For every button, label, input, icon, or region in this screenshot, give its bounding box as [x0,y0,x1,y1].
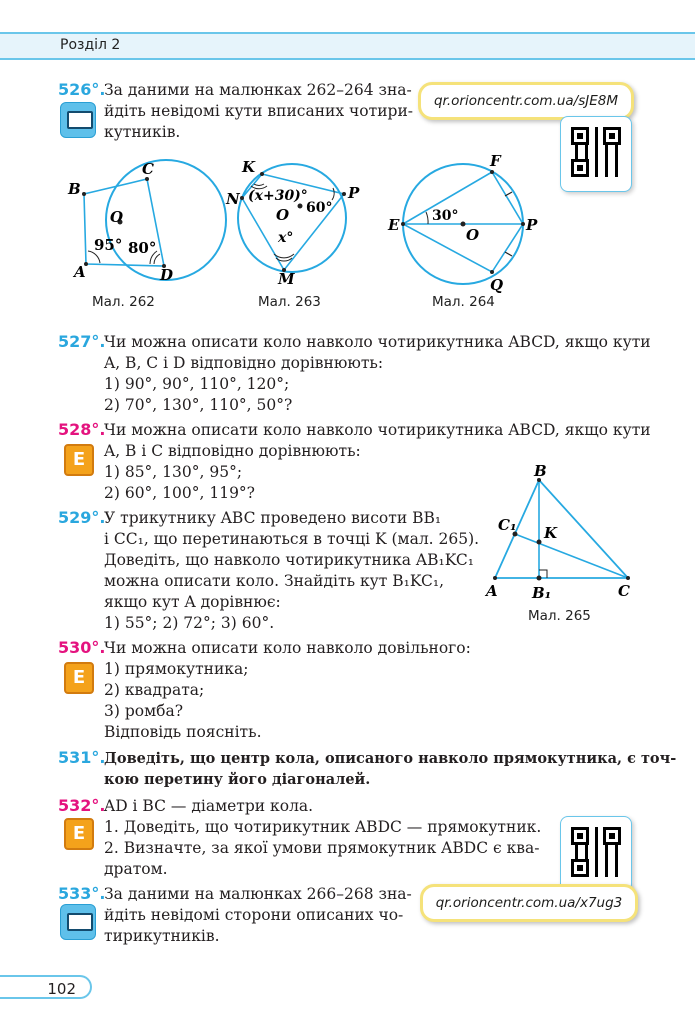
label-o: O [110,208,124,226]
figure-265 [480,462,640,602]
problem-531-number: 531°. [58,748,106,767]
figure-264 [387,152,538,294]
problem-532-number: 532°. [58,796,106,815]
angle-k: (x+30)° [248,188,308,204]
caption-265: Мал. 265 [528,608,591,624]
caption-262: Мал. 262 [92,294,155,310]
label-o: O [466,226,480,244]
label-q: Q [490,276,504,294]
problem-528-text: Чи можна описати коло навколо чотирикутника ABCD, якщо кути A, B і C відповідно дорівнюють: 1) 85°, 130°, 95°; 2) 60°, 100°, 119°? [104,421,651,502]
problem-533-number: 533°. [58,884,106,903]
qr-link-533[interactable]: qr.orioncentr.com.ua/x7ug3 [420,884,638,922]
problem-529-number: 529°. [58,508,106,527]
angle-80: 80° [128,239,157,257]
label-p: P [348,184,360,202]
label-o: O [276,206,290,224]
label-c1: C₁ [498,516,517,534]
problem-529-text: У трикутнику ABC проведено висоти BB₁ і CC₁, що перетинаються в точці K (мал. 265). Доведіть, що навколо чотирикутника AB₁KC₁ можна описати коло. Знайдіть кут B₁KC₁, якщо кут A дорівнює: 1) 55°; 2) 72°; 3) 60°. [104,509,480,632]
qr-link-526[interactable]: qr.orioncentr.com.ua/sJE8M [418,82,634,120]
section-header [0,32,695,60]
section-title: Розділ 2 [60,37,121,53]
problem-526-text: За даними на малюнках 262–264 зна- йдіть невідомі кути вписаних чотири- кутників. [104,81,414,141]
label-k: K [544,524,558,542]
label-e: E [388,216,400,234]
label-b1: B₁ [532,584,552,602]
computer-icon[interactable] [60,904,96,940]
angle-e: 30° [432,208,459,224]
qr-code-533[interactable] [560,816,632,892]
label-b: B [68,180,81,198]
e-icon[interactable]: E [64,818,94,850]
e-icon[interactable]: E [64,662,94,694]
problem-531-text: Доведіть, що центр кола, описаного навколо прямокутника, є точ- кою перетину його діагоналей. [104,750,677,788]
problem-527-text: Чи можна описати коло навколо чотирикутника ABCD, якщо кути A, B, C і D відповідно дорівнюють: 1) 90°, 90°, 110°, 120°; 2) 70°, 130°, 110°, 50°? [104,333,651,414]
label-a: A [74,263,86,281]
label-c: C [618,582,630,600]
problem-528-number: 528°. [58,420,106,439]
label-p: P [526,216,538,234]
problem-527-number: 527°. [58,332,106,351]
problem-530-text: Чи можна описати коло навколо довільного: 1) прямокутника; 2) квадрата; 3) ромба? Відповідь поясніть. [104,639,471,741]
problem-530-number: 530°. [58,638,106,657]
e-icon[interactable]: E [64,444,94,476]
angle-p: 60° [306,200,333,216]
problem-526-number: 526°. [58,80,106,99]
label-d: D [160,266,174,284]
label-a: A [486,582,498,600]
label-k: K [242,158,256,176]
label-n: N [226,190,240,208]
computer-icon[interactable] [60,102,96,138]
label-m: M [278,270,295,288]
angle-m: x° [278,230,294,246]
angle-95: 95° [94,236,123,254]
problem-532-text: AD і BC — діаметри кола. 1. Доведіть, що чотирикутник ABDC — прямокутник. 2. Визначте, за якої умови прямокутник ABDC є ква- дратом. [104,797,542,878]
caption-263: Мал. 263 [258,294,321,310]
figure-262 [67,160,226,284]
label-b: B [534,462,547,480]
caption-264: Мал. 264 [432,294,495,310]
problem-533-text: За даними на малюнках 266–268 зна- йдіть невідомі сторони описаних чо- тирикутників. [104,885,412,945]
figure-263 [225,158,360,288]
page-number: 102 [0,975,92,999]
label-f: F [490,152,501,170]
label-c: C [142,160,154,178]
